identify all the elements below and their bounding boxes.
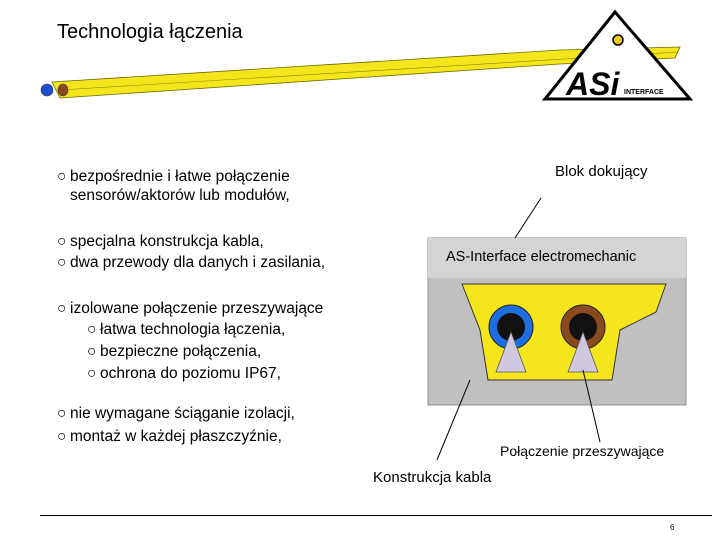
header-label: AS-Interface electromechanic (446, 249, 637, 265)
bullet-item: ○ bezpośrednie i łatwe połączenie (57, 168, 290, 185)
bullet-item: ○ nie wymagane ściąganie izolacji, (57, 405, 295, 422)
bullet-item: ○ montaż w każdej płaszczyźnie, (57, 428, 282, 445)
bullet-icon: ○ (57, 300, 67, 317)
logo-main-text: ASi (566, 66, 620, 102)
bullet-icon: ○ (87, 321, 97, 338)
bullet-icon: ○ (57, 405, 67, 422)
bullet-icon: ○ (87, 343, 97, 360)
bullet-icon: ○ (57, 233, 67, 250)
bullet-icon: ○ (87, 365, 97, 382)
page-title: Technologia łączenia (57, 21, 243, 43)
page-number: 6 (670, 523, 675, 532)
dock-label: Blok dokujący (555, 163, 648, 180)
logo-sub-text: INTERFACE (624, 89, 664, 96)
connector-diagram (428, 198, 686, 460)
bullet-icon: ○ (57, 254, 67, 271)
piercing-label: Połączenie przeszywające (500, 443, 665, 459)
bullet-icon: ○ (57, 428, 67, 445)
cable-label: Konstrukcja kabla (373, 469, 492, 486)
footer-divider (40, 515, 712, 516)
bullet-item: ○ specjalna konstrukcja kabla, (57, 233, 264, 250)
sub-bullet-item: ○ bezpieczne połączenia, (87, 343, 262, 360)
sub-bullet-item: ○ łatwa technologia łączenia, (87, 321, 286, 338)
bullet-item: ○ dwa przewody dla danych i zasilania, (57, 254, 326, 271)
bullet-continuation: sensorów/aktorów lub modułów, (70, 187, 290, 204)
bullet-item: ○ izolowane połączenie przeszywające (57, 300, 324, 317)
bullet-icon: ○ (57, 168, 67, 185)
sub-bullet-item: ○ ochrona do poziomu IP67, (87, 365, 281, 382)
